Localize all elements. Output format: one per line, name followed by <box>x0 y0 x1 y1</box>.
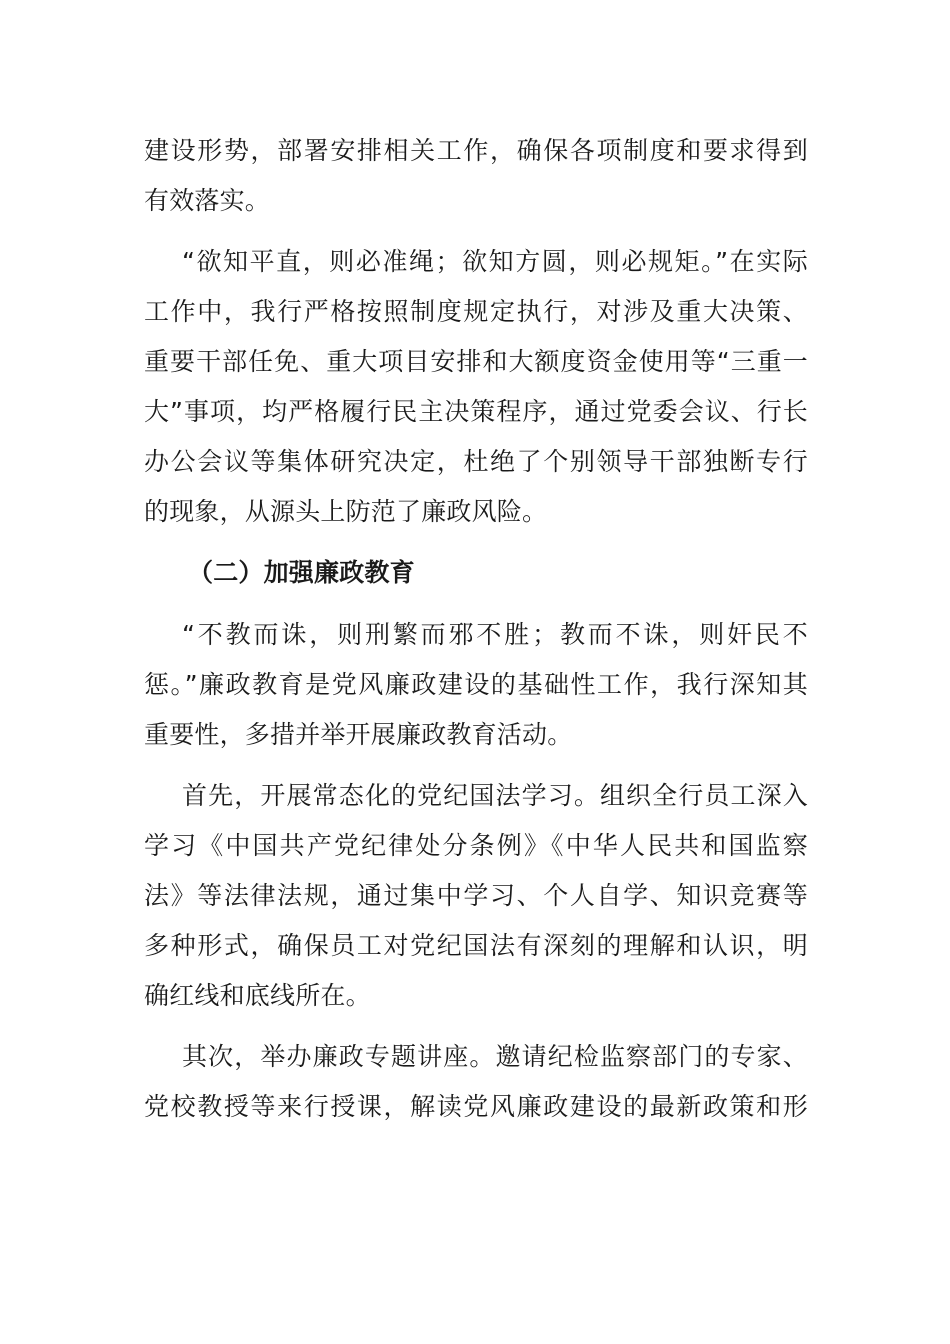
section-heading <box>144 548 808 598</box>
text-line: 学习《中国共产党纪律处分条例》《中华人民共和国监察 <box>144 831 808 860</box>
text-line: 首先，开展常态化的党纪国法学习。组织全行员工深入 <box>182 781 808 810</box>
text-line: 大”事项，均严格履行民主决策程序，通过党委会议、行长 <box>144 397 808 426</box>
text-line: 的现象，从源头上防范了廉政风险。 <box>144 497 548 526</box>
text-line: 有效落实。 <box>144 186 271 215</box>
text-line: 法》等法律法规，通过集中学习、个人自学、知识竞赛等 <box>144 881 808 910</box>
text-line: 党校教授等来行授课，解读党风廉政建设的最新政策和形 <box>144 1092 808 1121</box>
paragraph-continuation <box>144 126 808 226</box>
text-line: 工作中，我行严格按照制度规定执行，对涉及重大决策、 <box>144 297 808 326</box>
paragraph-education-intro <box>144 610 808 760</box>
section-heading-text: （二）加强廉政教育 <box>188 558 415 587</box>
paragraph-first-measure <box>144 771 808 1021</box>
paragraph-quote-rules <box>144 237 808 537</box>
text-line: 建设形势，部署安排相关工作，确保各项制度和要求得到 <box>144 136 808 165</box>
text-line: 确红线和底线所在。 <box>144 981 371 1010</box>
text-line: 重要性，多措并举开展廉政教育活动。 <box>144 720 573 749</box>
text-line: 其次，举办廉政专题讲座。邀请纪检监察部门的专家、 <box>182 1042 808 1071</box>
text-line: “欲知平直，则必准绳；欲知方圆，则必规矩。”在实际 <box>182 247 808 276</box>
text-line: 多种形式，确保员工对党纪国法有深刻的理解和认识，明 <box>144 931 808 960</box>
text-line: 惩。”廉政教育是党风廉政建设的基础性工作，我行深知其 <box>144 670 808 699</box>
text-line: 办公会议等集体研究决定，杜绝了个别领导干部独断专行 <box>144 447 808 476</box>
text-line: “不教而诛，则刑繁而邪不胜；教而不诛，则奸民不 <box>182 620 808 649</box>
text-line: 重要干部任免、重大项目安排和大额度资金使用等“三重一 <box>144 347 808 376</box>
paragraph-second-measure <box>144 1032 808 1132</box>
